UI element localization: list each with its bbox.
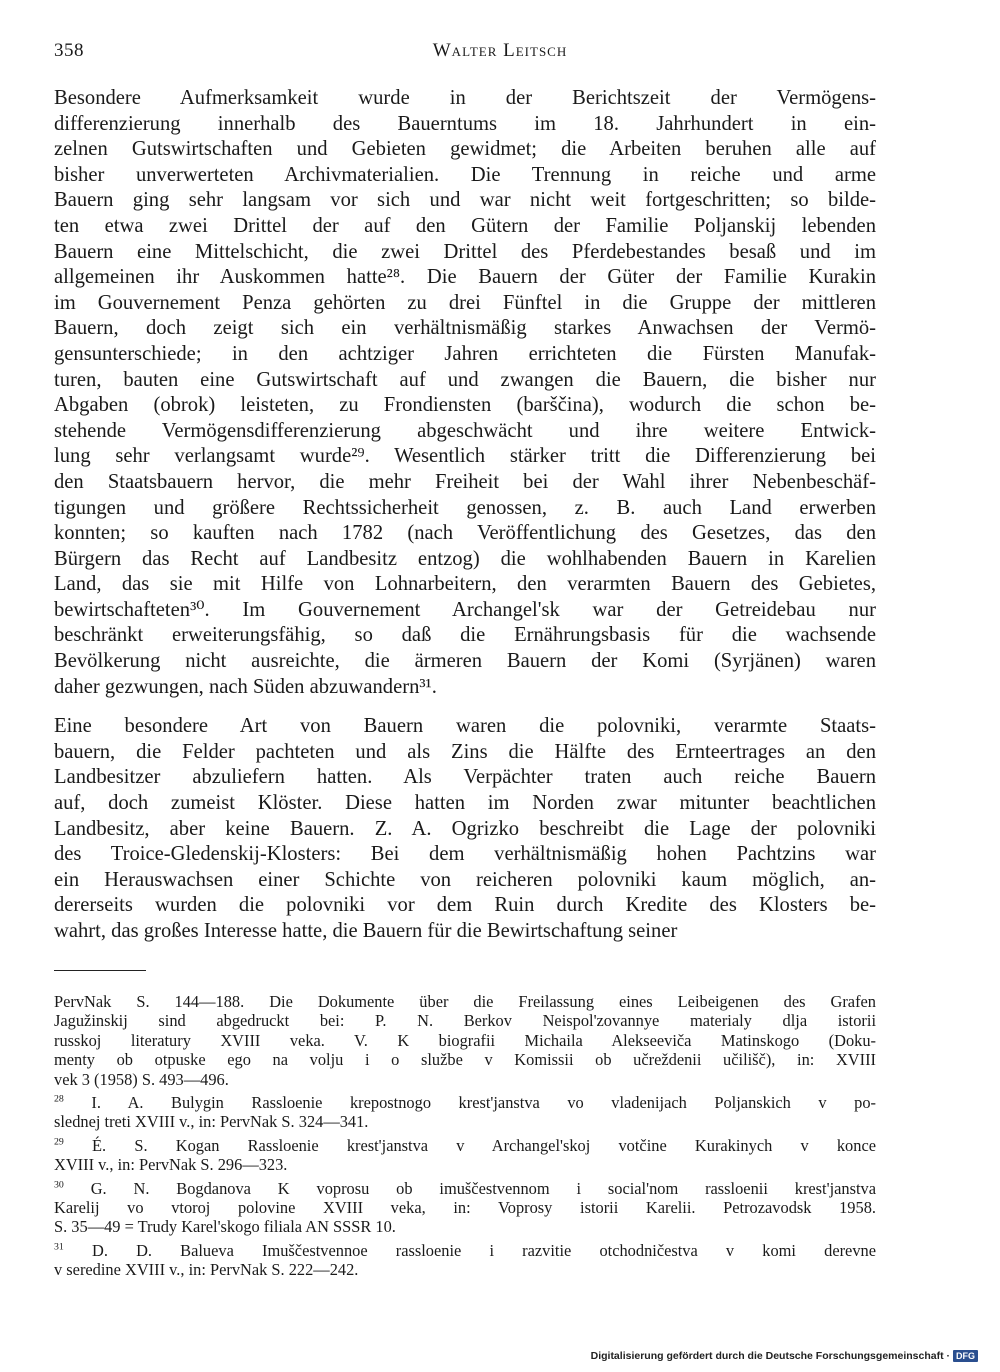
footnote (54, 992, 876, 1089)
body-text (54, 86, 876, 945)
text-line: Eine besondere Art von Bauern waren die polovniki, verarmte Staats- (54, 715, 876, 738)
footnote-rule (54, 970, 146, 971)
footnote (54, 1179, 876, 1237)
footnote-marker: 31 (54, 1241, 64, 1253)
footnotes (54, 992, 876, 1280)
footnote-text: D. D. Balueva Imuščestvennoe rassloenie i razvitie otchodničestva v komi derevne (63, 1240, 876, 1260)
text-line: lung sehr verlangsamt wurde²⁹. Wesentlich stärker tritt die Differenzierung bei (54, 445, 876, 468)
text-line: stehende Vermögensdifferenzierung abgeschwächt und ihre weitere Entwick- (54, 419, 876, 442)
footnote-line (54, 1136, 876, 1155)
footnote-text: É. S. Kogan Rassloenie krest'janstva v Archangel'skoj votčine Kurakinych v konce (63, 1135, 876, 1155)
footnote-marker: 30 (54, 1179, 64, 1191)
text-line: bisher unverwerteten Archivmaterialien. Die Trennung in reiche und arme (54, 163, 876, 186)
text-line: Landbesitzer abzuliefern hatten. Als Verpächter traten auch reiche Bauern (54, 766, 876, 789)
footnote-line: slednej treti XVIII v., in: PervNak S. 324—341. (54, 1112, 369, 1132)
text-line: Bürgern das Recht auf Landbesitz entzog) die wohlhabenden Bauern in Karelien (54, 547, 876, 570)
footnote-line: v seredine XVIII v., in: PervNak S. 222—242. (54, 1260, 359, 1280)
text-line: Bauern ging sehr langsam vor sich und war nicht weit fortgeschritten; so bilde- (54, 189, 876, 212)
footnote-line (54, 1093, 876, 1112)
paragraph-1 (54, 86, 876, 700)
footnote (54, 1241, 876, 1280)
text-line: differenzierung innerhalb des Bauerntums im 18. Jahrhundert in ein- (54, 112, 876, 135)
footnote-line (54, 1241, 876, 1260)
text-line: konnten; so kauften nach 1782 (nach Veröffentlichung des Gesetzes, das den (54, 522, 876, 545)
text-line: Bevölkerung nicht ausreichte, die ärmeren Bauern der Komi (Syrjänen) waren (54, 650, 876, 673)
text-line: daher gezwungen, nach Süden abzuwandern³¹. (54, 675, 437, 698)
page-number: 358 (54, 40, 84, 61)
text-line: Land, das sie mit Hilfe von Lohnarbeitern, den verarmten Bauern des Gebietes, (54, 573, 876, 596)
text-line: ein Herauswachsen einer Schichte von reicheren polovniki kaum möglich, an- (54, 868, 876, 891)
text-line: bauern, die Felder pachteten und als Zins die Hälfte des Ernteertrages an den (54, 740, 876, 763)
footer (591, 1350, 978, 1362)
text-line: zelnen Gutswirtschaften und Gebieten gewidmet; die Arbeiten beruhen alle auf (54, 138, 876, 161)
text-line: dererseits wurden die polovniki vor dem Ruin durch Kredite des Klosters be- (54, 894, 876, 917)
text-line: Besondere Aufmerksamkeit wurde in der Berichtszeit der Vermögens- (54, 87, 876, 109)
footnote-line: menty ob otpuske ego na volju i o službe v Komissii ob učreždenii učilišč), in: XVIII (54, 1050, 876, 1070)
footnote (54, 1136, 876, 1175)
paragraph-2 (54, 714, 876, 944)
footnote-text: I. A. Bulygin Rassloenie krepostnogo krest'janstva vo vladenijach Poljanskich v po- (63, 1093, 876, 1113)
text-line: wahrt, das großes Interesse hatte, die Bauern für die Bewirtschaftung seiner (54, 920, 678, 942)
footnote-line: Jagužinskij sind abgedruckt bei: P. N. Berkov Neispol'zovannye materialy dlja istorii (54, 1011, 876, 1031)
text-line: Abgaben (obrok) leisteten, zu Frondiensten (barščina), wodurch die schon be- (54, 394, 876, 417)
text-line: Landbesitz, aber keine Bauern. Z. A. Ogrizko beschreibt die Lage der polovniki (54, 817, 876, 840)
text-line: Bauern eine Mittelschicht, die zwei Drittel des Pferdebestandes besaß und im (54, 240, 876, 263)
footnote-line: S. 35—49 = Trudy Karel'skogo filiala AN SSSR 10. (54, 1217, 396, 1237)
text-line: des Troice-Gledenskij-Klosters: Bei dem verhältnismäßig hohen Pachtzins war (54, 843, 876, 866)
footnote-line (54, 1179, 876, 1198)
text-line: ten etwa zwei Drittel der auf den Gütern der Familie Poljanskij lebenden (54, 214, 876, 237)
footnote-line: Karelij vo vtoroj polovine XVIII veka, in: Voprosy istorii Karelii. Petrozavodsk 1958. (54, 1198, 876, 1218)
text-line: im Gouvernement Penza gehörten zu drei Fünftel in die Gruppe der mittleren (54, 291, 876, 314)
footnote-line: XVIII v., in: PervNak S. 296—323. (54, 1155, 288, 1175)
text-line: turen, bauten eine Gutswirtschaft auf und zwangen die Bauern, die bisher nur (54, 368, 876, 391)
footnote-line: russkoj literatury XVIII veka. V. K biografii Michaila Alekseeviča Matinskogo (Doku- (54, 1030, 876, 1050)
text-line: gensunterschiede; in den achtziger Jahren errichteten die Fürsten Manufak- (54, 342, 876, 365)
text-line: beschränkt erweiterungsfähig, so daß die Ernährungsbasis für die wachsende (54, 624, 876, 647)
footnote-text: G. N. Bogdanova K voprosu ob imuščestvennom i social'nom rassloenii krest'janstva (63, 1178, 876, 1198)
footer-text: Digitalisierung gefördert durch die Deutsche Forschungsgemeinschaft · (590, 1350, 950, 1362)
footnote-line: PervNak S. 144—188. Die Dokumente über die Freilassung eines Leibeigenen des Grafen (54, 992, 876, 1011)
text-line: bewirtschafteten³⁰. Im Gouvernement Archangel'sk war der Getreidebau nur (54, 598, 876, 621)
text-line: den Staatsbauern hervor, die mehr Freiheit bei der Wahl ihrer Nebenbeschäf- (54, 470, 876, 493)
footnote (54, 1093, 876, 1132)
text-line: Bauern, doch zeigt sich ein verhältnismäßig starkes Anwachsen der Vermö- (54, 317, 876, 340)
text-line: auf, doch zumeist Klöster. Diese hatten im Norden zwar mitunter beachtlichen (54, 792, 876, 815)
footnote-marker: 29 (54, 1136, 64, 1148)
footnote-marker: 28 (54, 1093, 64, 1105)
footnote-line: vek 3 (1958) S. 493—496. (54, 1069, 229, 1089)
running-head: Walter Leitsch (432, 40, 568, 61)
dfg-logo: DFG (953, 1350, 978, 1362)
text-line: tigungen und größere Rechtssicherheit genossen, z. B. auch Land erwerben (54, 496, 876, 519)
text-line: allgemeinen ihr Auskommen hatte²⁸. Die Bauern der Güter der Familie Kurakin (54, 266, 876, 289)
